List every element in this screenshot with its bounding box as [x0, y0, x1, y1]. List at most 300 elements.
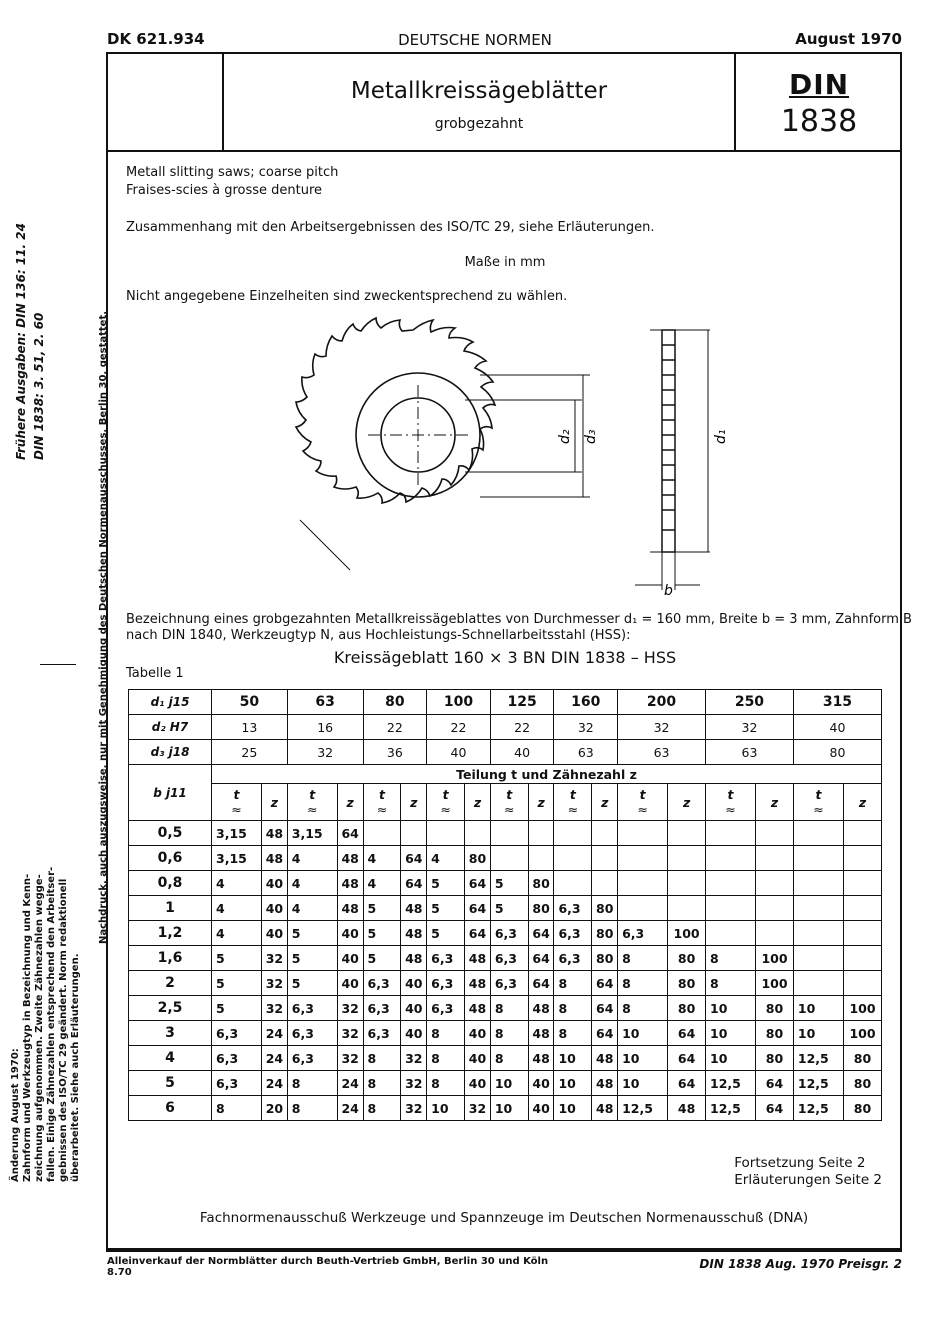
table-cell: 8	[706, 971, 756, 996]
table-label: Tabelle 1	[126, 666, 184, 681]
t-header	[490, 784, 528, 821]
table-cell: 10	[618, 1021, 668, 1046]
table-cell	[618, 846, 668, 871]
table-row	[129, 1096, 882, 1121]
table-subheader	[129, 765, 882, 784]
table-cell: 48	[337, 846, 363, 871]
table-row	[129, 871, 882, 896]
table-cell: 80	[843, 1071, 881, 1096]
z-header: z	[843, 784, 881, 821]
table-cell: 6,3	[427, 971, 465, 996]
table-cell	[843, 846, 881, 871]
table-cell	[554, 846, 592, 871]
b-label: b j11	[153, 786, 187, 800]
table-cell: 64	[528, 971, 554, 996]
b-value: 0,5	[129, 821, 212, 846]
issue-date: August 1970	[795, 30, 902, 48]
table-cell: 24	[337, 1096, 363, 1121]
table-cell: 40	[262, 871, 288, 896]
table-cell	[592, 821, 618, 846]
table-cell: 64	[592, 996, 618, 1021]
table-cell	[528, 846, 554, 871]
table-cell: 32	[465, 1096, 491, 1121]
table-cell: 48	[401, 921, 427, 946]
table-cell: 5	[287, 971, 337, 996]
bottom-rule	[106, 1250, 902, 1252]
t-symbol: t	[442, 787, 449, 802]
t-header	[618, 784, 668, 821]
table-cell: 80	[592, 921, 618, 946]
table-cell: 48	[465, 946, 491, 971]
approx-symbol: ≈	[440, 802, 451, 817]
z-header: z	[528, 784, 554, 821]
previous-editions-2: DIN 1838: 3. 51, 2. 60	[32, 312, 46, 460]
table-cell: 24	[262, 1071, 288, 1096]
table-cell: 48	[528, 1021, 554, 1046]
table-cell: 63	[618, 740, 706, 765]
table-cell: 8	[287, 1096, 337, 1121]
table-cell: 36	[363, 740, 427, 765]
table-cell	[843, 921, 881, 946]
change-title: Änderung August 1970:	[10, 1048, 21, 1182]
table-cell	[843, 946, 881, 971]
table-cell: 8	[618, 996, 668, 1021]
continuation-note	[734, 1155, 882, 1189]
table-cell: 13	[212, 715, 288, 740]
table-cell	[756, 821, 794, 846]
table-cell: 8	[618, 971, 668, 996]
table-cell: 48	[465, 996, 491, 1021]
table-cell: 100	[843, 1021, 881, 1046]
table-cell: 5	[490, 896, 528, 921]
table-cell: 6,3	[212, 1071, 262, 1096]
table-cell: 40	[337, 971, 363, 996]
table-cell	[843, 821, 881, 846]
table-cell: 8	[212, 1096, 262, 1121]
b-value: 1,6	[129, 946, 212, 971]
table-cell: 80	[668, 996, 706, 1021]
table-cell: 80	[528, 896, 554, 921]
table-cell: 5	[212, 971, 262, 996]
table-cell: 24	[262, 1046, 288, 1071]
table-cell: 6,3	[554, 946, 592, 971]
table-cell: 64	[668, 1021, 706, 1046]
table-cell: 10	[427, 1096, 465, 1121]
table-cell: 40	[262, 896, 288, 921]
table-cell	[706, 921, 756, 946]
table-cell: 6,3	[490, 971, 528, 996]
table-cell: 63	[706, 740, 794, 765]
label-d2: d₂	[557, 429, 573, 444]
table-cell: 6,3	[363, 996, 401, 1021]
table-cell	[618, 896, 668, 921]
z-header: z	[668, 784, 706, 821]
table-cell	[490, 846, 528, 871]
norm-series: DEUTSCHE NORMEN	[398, 31, 552, 49]
committee: Fachnormenausschuß Werkzeuge und Spannzeuge im Deutschen Normenausschuß (DNA)	[199, 1210, 809, 1226]
table-cell: 200	[618, 690, 706, 715]
t-symbol: t	[727, 787, 734, 802]
table-cell	[592, 871, 618, 896]
table-cell	[756, 921, 794, 946]
table-cell	[618, 871, 668, 896]
table-cell	[706, 821, 756, 846]
change-line5: überarbeitet. Siehe auch Erläuterungen.	[70, 953, 81, 1182]
table-cell	[793, 846, 843, 871]
table-cell	[592, 846, 618, 871]
table-cell: 5	[427, 896, 465, 921]
table-cell: 40	[465, 1071, 491, 1096]
table-cell: 40	[528, 1096, 554, 1121]
table-row	[129, 996, 882, 1021]
table-cell: 80	[528, 871, 554, 896]
table-cell: 32	[618, 715, 706, 740]
table-row-d3	[129, 740, 882, 765]
table-cell: 5	[490, 871, 528, 896]
table-cell: 32	[262, 946, 288, 971]
table-cell: 5	[212, 996, 262, 1021]
table-cell	[793, 821, 843, 846]
table-cell: 48	[262, 821, 288, 846]
iso-note: Zusammenhang mit den Arbeitsergebnissen des ISO/TC 29, siehe Erläuterungen.	[126, 220, 655, 235]
t-symbol: t	[379, 787, 385, 802]
table-cell: 80	[668, 946, 706, 971]
table-cell: 32	[337, 1046, 363, 1071]
table-cell: 10	[706, 996, 756, 1021]
table-cell: 12,5	[793, 1096, 843, 1121]
table-cell	[756, 846, 794, 871]
approx-symbol: ≈	[813, 802, 824, 817]
table-cell: 40	[401, 1021, 427, 1046]
reprint-notice: Nachdruck, auch auszugsweise, nur mit Genehmigung des Deutschen Normenausschusses, Berlin 30, gestattet.	[98, 310, 109, 944]
table-cell: 6,3	[287, 996, 337, 1021]
table-cell: 80	[592, 946, 618, 971]
designation-line1: Bezeichnung eines grobgezahnten Metallkreissägeblattes von Durchmesser d₁ = 160 mm, Breite b = 3 mm, Zahnform B	[126, 612, 912, 627]
table-cell: 48	[401, 946, 427, 971]
table-cell: 32	[401, 1071, 427, 1096]
table-cell: 40	[490, 740, 554, 765]
table-cell: 48	[337, 896, 363, 921]
table-cell: 40	[465, 1021, 491, 1046]
approx-symbol: ≈	[376, 802, 388, 817]
t-symbol: t	[569, 787, 576, 802]
table-cell: 5	[363, 896, 401, 921]
title-english: Metall slitting saws; coarse pitch	[126, 165, 339, 180]
footer-code: 8.70	[107, 1267, 132, 1278]
table-cell: 40	[465, 1046, 491, 1071]
table-cell: 10	[793, 1021, 843, 1046]
table-cell: 64	[592, 971, 618, 996]
table-cell: 6,3	[618, 921, 668, 946]
table-row	[129, 821, 882, 846]
table-row	[129, 921, 882, 946]
table-cell: 10	[618, 1071, 668, 1096]
b-value: 0,8	[129, 871, 212, 896]
change-line4: gebnissen des ISO/TC 29 geändert. Norm redaktionell	[58, 878, 69, 1182]
table-cell: 160	[554, 690, 618, 715]
dk-number: DK 621.934	[107, 30, 205, 48]
table-cell: 48	[337, 871, 363, 896]
table-cell: 6,3	[554, 896, 592, 921]
table-cell: 40	[337, 921, 363, 946]
table-cell: 40	[793, 715, 881, 740]
z-header: z	[465, 784, 491, 821]
table-cell: 64	[756, 1096, 794, 1121]
table-cell: 8	[363, 1071, 401, 1096]
table-cell: 40	[401, 971, 427, 996]
t-symbol: t	[309, 787, 316, 802]
table-cell	[465, 821, 491, 846]
table-cell	[554, 871, 592, 896]
table-cell: 8	[427, 1071, 465, 1096]
b-header-cell	[129, 765, 212, 821]
table-cell	[706, 846, 756, 871]
b-value: 2,5	[129, 996, 212, 1021]
table-cell: 100	[843, 996, 881, 1021]
table-cell: 48	[262, 846, 288, 871]
table-cell: 32	[262, 996, 288, 1021]
table-cell: 8	[490, 996, 528, 1021]
change-notice	[10, 867, 82, 1182]
table-row	[129, 1021, 882, 1046]
table-cell: 24	[337, 1071, 363, 1096]
table-cell: 80	[668, 971, 706, 996]
table-cell: 100	[427, 690, 491, 715]
table-cell: 4	[287, 896, 337, 921]
table-cell: 125	[490, 690, 554, 715]
table-cell: 6,3	[287, 1021, 337, 1046]
table-cell: 5	[363, 921, 401, 946]
label-d3: d₃	[583, 429, 599, 444]
title-french: Fraises-scies à grosse denture	[126, 183, 323, 198]
b-value: 5	[129, 1071, 212, 1096]
table-row	[129, 896, 882, 921]
table-row	[129, 946, 882, 971]
table-cell	[793, 921, 843, 946]
table-cell: 40	[262, 921, 288, 946]
table-cell: 8	[363, 1096, 401, 1121]
page-title: Metallkreissägeblätter	[350, 78, 608, 104]
t-header	[706, 784, 756, 821]
table-cell	[843, 971, 881, 996]
b-value: 1,2	[129, 921, 212, 946]
table-cell: 4	[427, 846, 465, 871]
table-cell: 8	[363, 1046, 401, 1071]
table-cell: 48	[592, 1096, 618, 1121]
dimension-table	[128, 689, 882, 1121]
table-cell	[528, 821, 554, 846]
table-cell: 8	[554, 996, 592, 1021]
z-header: z	[262, 784, 288, 821]
table-cell	[427, 821, 465, 846]
table-cell: 40	[528, 1071, 554, 1096]
table-cell: 80	[756, 1046, 794, 1071]
sidebar-rule	[40, 664, 76, 665]
continuation-line2: Erläuterungen Seite 2	[734, 1172, 882, 1188]
table-row	[129, 1071, 882, 1096]
table-cell: 5	[427, 871, 465, 896]
table-cell: 6,3	[427, 946, 465, 971]
table-cell	[793, 871, 843, 896]
table-cell: 4	[212, 871, 262, 896]
b-value: 0,6	[129, 846, 212, 871]
table-cell: 80	[843, 1046, 881, 1071]
table-cell: 64	[401, 846, 427, 871]
table-cell: 32	[554, 715, 618, 740]
table-cell: 4	[287, 846, 337, 871]
table-cell: 32	[337, 1021, 363, 1046]
table-cell: 4	[363, 846, 401, 871]
row-header: d₃ j18	[129, 740, 212, 765]
table-cell	[756, 896, 794, 921]
details-note: Nicht angegebene Einzelheiten sind zweckentsprechend zu wählen.	[126, 289, 568, 304]
table-cell	[668, 896, 706, 921]
table-cell: 4	[363, 871, 401, 896]
table-cell: 12,5	[706, 1096, 756, 1121]
table-cell	[843, 871, 881, 896]
previous-editions-line2	[32, 313, 46, 460]
table-cell: 80	[363, 690, 427, 715]
table-cell: 315	[793, 690, 881, 715]
table-cell: 32	[401, 1096, 427, 1121]
table-cell: 12,5	[618, 1096, 668, 1121]
row-header: d₁ j15	[129, 690, 212, 715]
table-cell	[843, 896, 881, 921]
table-cell: 40	[427, 740, 491, 765]
table-cell: 64	[465, 921, 491, 946]
subheader-text: Teilung t und Zähnezahl z	[212, 765, 882, 784]
b-value: 6	[129, 1096, 212, 1121]
table-cell: 4	[287, 871, 337, 896]
table-cell: 80	[843, 1096, 881, 1121]
table-cell: 12,5	[706, 1071, 756, 1096]
table-cell	[793, 946, 843, 971]
table-row-d2	[129, 715, 882, 740]
table-cell	[668, 846, 706, 871]
table-cell: 24	[262, 1021, 288, 1046]
table-cell: 100	[668, 921, 706, 946]
footer-sales-text: Alleinverkauf der Normblätter durch Beuth-Vertrieb GmbH, Berlin 30 und Köln	[107, 1256, 549, 1267]
table-cell	[706, 896, 756, 921]
table-cell	[756, 871, 794, 896]
table-cell: 10	[618, 1046, 668, 1071]
table-cell: 10	[554, 1071, 592, 1096]
t-header	[212, 784, 262, 821]
t-symbol: t	[506, 787, 513, 802]
z-header: z	[592, 784, 618, 821]
din-label: DIN	[788, 68, 850, 101]
table-cell: 10	[554, 1046, 592, 1071]
table-cell: 32	[401, 1046, 427, 1071]
table-row	[129, 846, 882, 871]
table-cell	[490, 821, 528, 846]
units-note: Maße in mm	[464, 255, 546, 270]
t-header	[427, 784, 465, 821]
table-cell: 100	[756, 946, 794, 971]
table-cell: 3,15	[287, 821, 337, 846]
table-row	[129, 971, 882, 996]
table-cell: 8	[490, 1021, 528, 1046]
table-cell: 32	[262, 971, 288, 996]
footer-ref: DIN 1838 Aug. 1970 Preisgr. 2	[699, 1257, 902, 1271]
table-cell: 8	[618, 946, 668, 971]
table-cell: 4	[212, 896, 262, 921]
table-cell: 40	[401, 996, 427, 1021]
table-row-d1	[129, 690, 882, 715]
table-cell: 22	[363, 715, 427, 740]
b-value: 2	[129, 971, 212, 996]
table-cell: 32	[706, 715, 794, 740]
table-cell: 64	[401, 871, 427, 896]
table-cell: 6,3	[287, 1046, 337, 1071]
saw-blade-drawing	[290, 315, 730, 605]
table-cell: 5	[427, 921, 465, 946]
table-cell: 20	[262, 1096, 288, 1121]
table-cell: 48	[668, 1096, 706, 1121]
b-value: 1	[129, 896, 212, 921]
table-cell: 64	[668, 1071, 706, 1096]
table-cell: 8	[554, 1021, 592, 1046]
table-cell: 250	[706, 690, 794, 715]
change-line3: fallen. Einige Zähnezahlen entsprechend den Arbeitser-	[46, 866, 57, 1182]
table-cell: 50	[212, 690, 288, 715]
table-cell: 4	[212, 921, 262, 946]
table-cell	[401, 821, 427, 846]
approx-symbol: ≈	[725, 802, 736, 817]
z-header: z	[337, 784, 363, 821]
previous-editions-1: Frühere Ausgaben: DIN 136: 11. 24	[14, 223, 28, 460]
table-cell	[363, 821, 401, 846]
approx-symbol: ≈	[231, 802, 242, 817]
table-cell	[668, 821, 706, 846]
table-cell	[706, 871, 756, 896]
designation-example: Kreissägeblatt 160 × 3 BN DIN 1838 – HSS	[333, 648, 677, 667]
table-cell: 22	[490, 715, 554, 740]
table-cell: 64	[592, 1021, 618, 1046]
approx-symbol: ≈	[307, 802, 318, 817]
table-cell: 64	[465, 871, 491, 896]
table-cell: 6,3	[427, 996, 465, 1021]
t-header	[793, 784, 843, 821]
table-cell: 8	[427, 1046, 465, 1071]
table-cell: 8	[706, 946, 756, 971]
table-cell: 32	[337, 996, 363, 1021]
table-cell: 100	[756, 971, 794, 996]
table-cell: 48	[465, 971, 491, 996]
table-cell: 32	[287, 740, 363, 765]
table-cell: 10	[490, 1096, 528, 1121]
table-cell: 80	[756, 1021, 794, 1046]
table-row	[129, 1046, 882, 1071]
table-cell: 48	[528, 996, 554, 1021]
table-cell: 6,3	[554, 921, 592, 946]
table-cell: 63	[287, 690, 363, 715]
table-cell: 12,5	[793, 1046, 843, 1071]
previous-editions	[14, 223, 28, 460]
table-cell	[793, 896, 843, 921]
table-cell: 8	[554, 971, 592, 996]
approx-symbol: ≈	[637, 802, 648, 817]
table-cell: 64	[528, 921, 554, 946]
table-cell: 10	[706, 1046, 756, 1071]
table-cell: 10	[793, 996, 843, 1021]
table-cell: 64	[337, 821, 363, 846]
table-cell	[793, 971, 843, 996]
t-header	[554, 784, 592, 821]
table-cell: 25	[212, 740, 288, 765]
table-cell: 12,5	[793, 1071, 843, 1096]
label-d1: d₁	[713, 429, 729, 444]
